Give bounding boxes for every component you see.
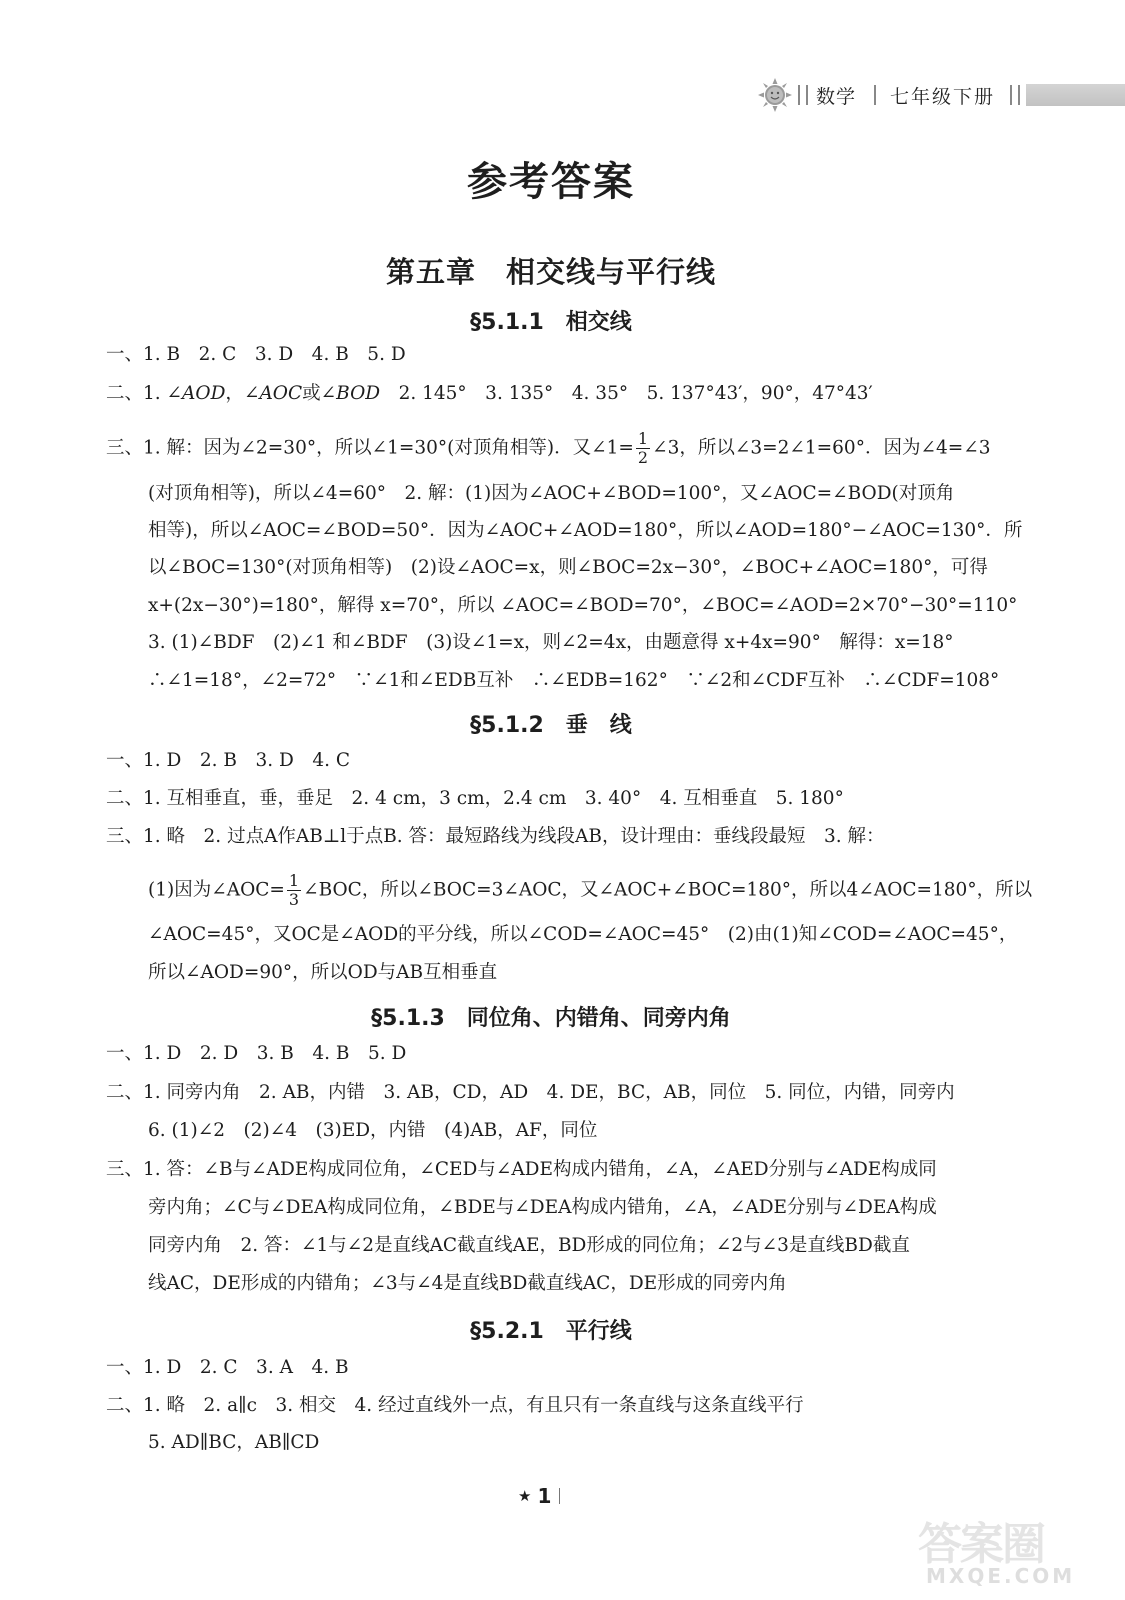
answer-line: 旁内角；∠C与∠DEA构成同位角，∠BDE与∠DEA构成内错角，∠A，∠ADE分别与∠DEA构成	[148, 1197, 937, 1218]
chapter-title: 第五章 相交线与平行线	[385, 255, 716, 289]
fraction-denominator: 3	[288, 890, 300, 909]
page-footer	[518, 1484, 560, 1508]
answer-line: 3. (1)∠BDF (2)∠1 和∠BDF (3)设∠1=x，则∠2=4x，由题意得 x+4x=90° 解得：x=18°	[148, 632, 954, 653]
header-divider-left	[798, 85, 808, 105]
answer-line: 一、1. D 2. D 3. B 4. B 5. D	[106, 1043, 407, 1064]
answer-text: ∠AOC	[243, 383, 303, 404]
answer-text: ∠AOD	[166, 383, 226, 404]
answer-line: 一、1. D 2. C 3. A 4. B	[106, 1357, 349, 1378]
answer-line: 以∠BOC=130°(对顶角相等) (2)设∠AOC=x，则∠BOC=2x−30°，∠BOC+∠AOC=180°，可得	[148, 557, 988, 578]
fraction-denominator: 2	[637, 448, 649, 467]
section-title-5-1-2: §5.1.2 垂 线	[470, 713, 632, 738]
answer-line: 三、1. 答：∠B与∠ADE构成同位角，∠CED与∠ADE构成内错角，∠A，∠AED分别与∠ADE构成同	[106, 1159, 937, 1180]
header-grade: 七年级下册	[890, 86, 996, 108]
answer-text: (1)因为∠AOC=	[148, 879, 285, 901]
answer-line: x+(2x−30°)=180°，解得 x=70°，所以 ∠AOC=∠BOD=70°，∠BOC=∠AOD=2×70°−30°=110°	[148, 595, 1018, 616]
fraction	[287, 872, 301, 909]
fraction	[636, 430, 650, 467]
answer-line: 一、1. D 2. B 3. D 4. C	[106, 750, 351, 771]
watermark-text: 答案圈	[918, 1519, 1044, 1570]
header-separator	[874, 85, 876, 105]
footer-divider	[559, 1488, 560, 1504]
watermark-url: MXQE.COM	[926, 1564, 1076, 1588]
answer-line: 二、1. 同旁内角 2. AB，内错 3. AB，CD，AD 4. DE，BC，AB，同位 5. 同位，内错，同旁内	[106, 1082, 955, 1103]
answer-line	[148, 872, 1032, 909]
sun-logo-icon	[758, 78, 792, 112]
section-title-5-1-3: §5.1.3 同位角、内错角、同旁内角	[371, 1006, 731, 1031]
header-divider-right	[1010, 85, 1020, 105]
answer-text: 二、1.	[106, 383, 167, 404]
watermark-logo	[918, 1508, 1108, 1588]
answer-line: 二、1. 互相垂直，垂，垂足 2. 4 cm，3 cm，2.4 cm 3. 40° 4. 互相垂直 5. 180°	[106, 788, 844, 809]
answer-line: 同旁内角 2. 答：∠1与∠2是直线AC截直线AE，BD形成的同位角；∠2与∠3是直线BD截直	[148, 1235, 910, 1256]
section-title-5-1-1: §5.1.1 相交线	[470, 310, 632, 335]
answer-line: 二、1. 略 2. a∥c 3. 相交 4. 经过直线外一点，有且只有一条直线与这条直线平行	[106, 1395, 804, 1416]
answer-line	[106, 382, 873, 406]
star-icon: ★	[518, 1487, 532, 1505]
answer-line: 线AC，DE形成的内错角；∠3与∠4是直线BD截直线AC，DE形成的同旁内角	[148, 1273, 787, 1294]
answer-line: ∠AOC=45°，又OC是∠AOD的平分线，所以∠COD=∠AOC=45° (2)由(1)知∠COD=∠AOC=45°，	[148, 924, 1018, 945]
answer-text: ∠BOD	[320, 383, 381, 404]
answer-line: 相等)，所以∠AOC=∠BOD=50°．因为∠AOC+∠AOD=180°，所以∠AOD=180°−∠AOC=130°．所	[148, 520, 1023, 541]
page-header	[758, 80, 1125, 110]
header-subject: 数学	[816, 86, 857, 108]
header-gray-band	[1026, 84, 1125, 106]
answer-line: ∴∠1=18°，∠2=72° ∵∠1和∠EDB互补 ∴∠EDB=162° ∵∠2和∠CDF互补 ∴∠CDF=108°	[148, 670, 1000, 691]
answer-line: 6. (1)∠2 (2)∠4 (3)ED，内错 (4)AB，AF，同位	[148, 1120, 598, 1141]
answer-text: ∠BOC，所以∠BOC=3∠AOC，又∠AOC+∠BOC=180°，所以4∠AOC=180°，所以	[303, 879, 1033, 901]
answer-text: ∠3，所以∠3=2∠1=60°．因为∠4=∠3	[652, 437, 991, 459]
page-title: 参考答案	[467, 159, 635, 205]
answer-line: 所以∠AOD=90°，所以OD与AB互相垂直	[148, 962, 498, 983]
answer-text: 2. 145° 3. 135° 4. 35° 5. 137°43′，90°，47°43′	[380, 383, 873, 404]
fraction-numerator: 1	[288, 871, 300, 890]
answer-text: 或	[302, 383, 321, 404]
fraction-numerator: 1	[637, 429, 649, 448]
answer-line: 5. AD∥BC，AB∥CD	[148, 1432, 320, 1453]
section-title-5-2-1: §5.2.1 平行线	[470, 1319, 632, 1344]
answer-text: 三、1. 解：因为∠2=30°，所以∠1=30°(对顶角相等)．又∠1=	[106, 437, 634, 459]
page-number: 1	[537, 1484, 552, 1508]
answer-line	[106, 430, 990, 467]
answer-text: ，	[225, 383, 244, 404]
answer-line: 一、1. B 2. C 3. D 4. B 5. D	[106, 344, 406, 365]
answer-line: 三、1. 略 2. 过点A作AB⊥l于点B. 答：最短路线为线段AB，设计理由：垂线段最短 3. 解：	[106, 826, 885, 847]
answer-line: (对顶角相等)，所以∠4=60° 2. 解：(1)因为∠AOC+∠BOD=100°，又∠AOC=∠BOD(对顶角	[148, 483, 955, 504]
